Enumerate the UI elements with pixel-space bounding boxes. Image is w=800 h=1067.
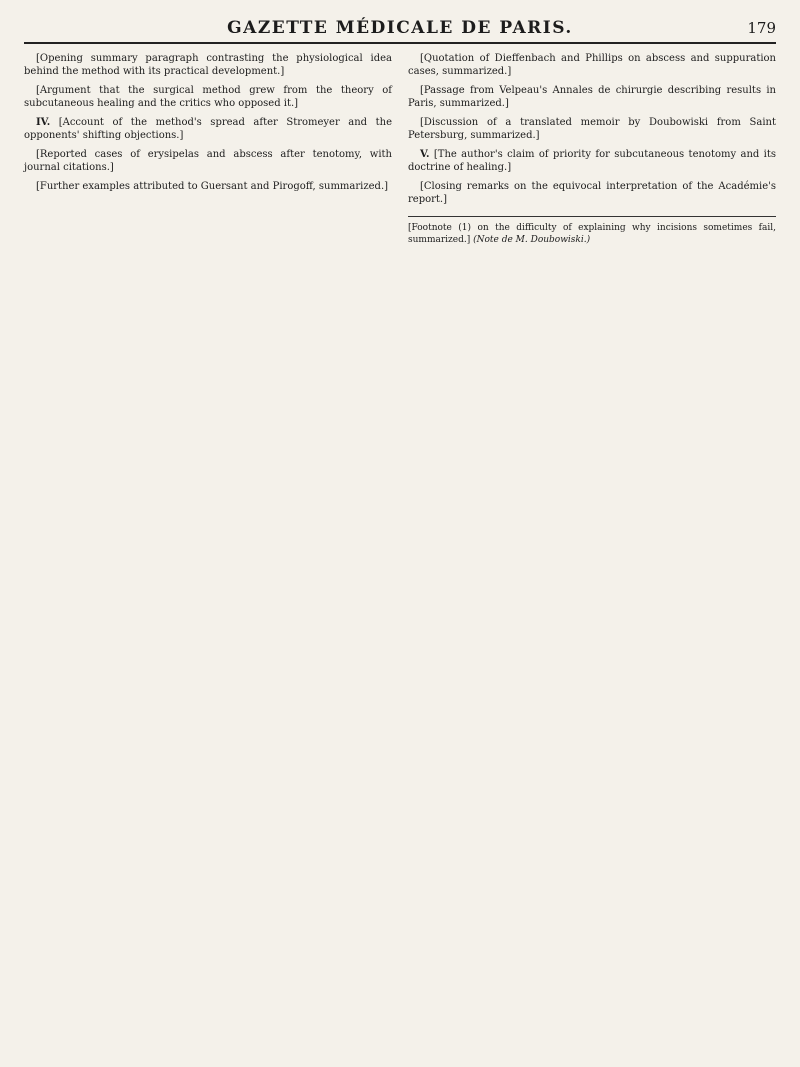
- journal-title: GAZETTE MÉDICALE DE PARIS.: [227, 18, 573, 38]
- paragraph: [Reported cases of erysipelas and abscess after tenotomy, with journal citations.]: [24, 149, 392, 173]
- paragraph-text: [The author's claim of priority for subcutaneous tenotomy and its doctrine of healing.]: [408, 149, 776, 173]
- section-paragraph: [24, 116, 392, 142]
- paragraph: [Closing remarks on the equivocal interpretation of the Académie's report.]: [408, 181, 776, 205]
- page-number: 179: [747, 19, 776, 37]
- paragraph: [Quotation of Dieffenbach and Phillips on abscess and suppuration cases, summarized.]: [408, 53, 776, 77]
- section-mark: IV.: [36, 117, 51, 128]
- paragraph: [Argument that the surgical method grew from the theory of subcutaneous healing and the critics who opposed it.]: [24, 85, 392, 109]
- newspaper-page: [24, 18, 776, 1028]
- paragraph: [Further examples attributed to Guersant and Pirogoff, summarized.]: [36, 181, 389, 192]
- paragraph-text: [Account of the method's spread after Stromeyer and the opponents' shifting objections.]: [24, 117, 392, 141]
- left-column: [24, 52, 392, 246]
- footnote: [408, 216, 776, 246]
- page-header: [24, 18, 776, 44]
- section-mark: V.: [420, 149, 430, 160]
- text-columns: [24, 52, 776, 246]
- footnote-attribution: (Note de M. Doubowiski.): [473, 235, 591, 245]
- paragraph: [Discussion of a translated memoir by Doubowiski from Saint Petersburg, summarized.]: [408, 117, 776, 141]
- footnote-text: [Footnote (1) on the difficulty of explaining why incisions sometimes fail, summarized.]: [408, 223, 776, 245]
- right-column: [408, 52, 776, 246]
- section-paragraph: [408, 148, 776, 174]
- paragraph: [Opening summary paragraph contrasting the physiological idea behind the method with its practical development.]: [24, 53, 392, 77]
- paragraph: [Passage from Velpeau's Annales de chirurgie describing results in Paris, summarized.]: [408, 85, 776, 109]
